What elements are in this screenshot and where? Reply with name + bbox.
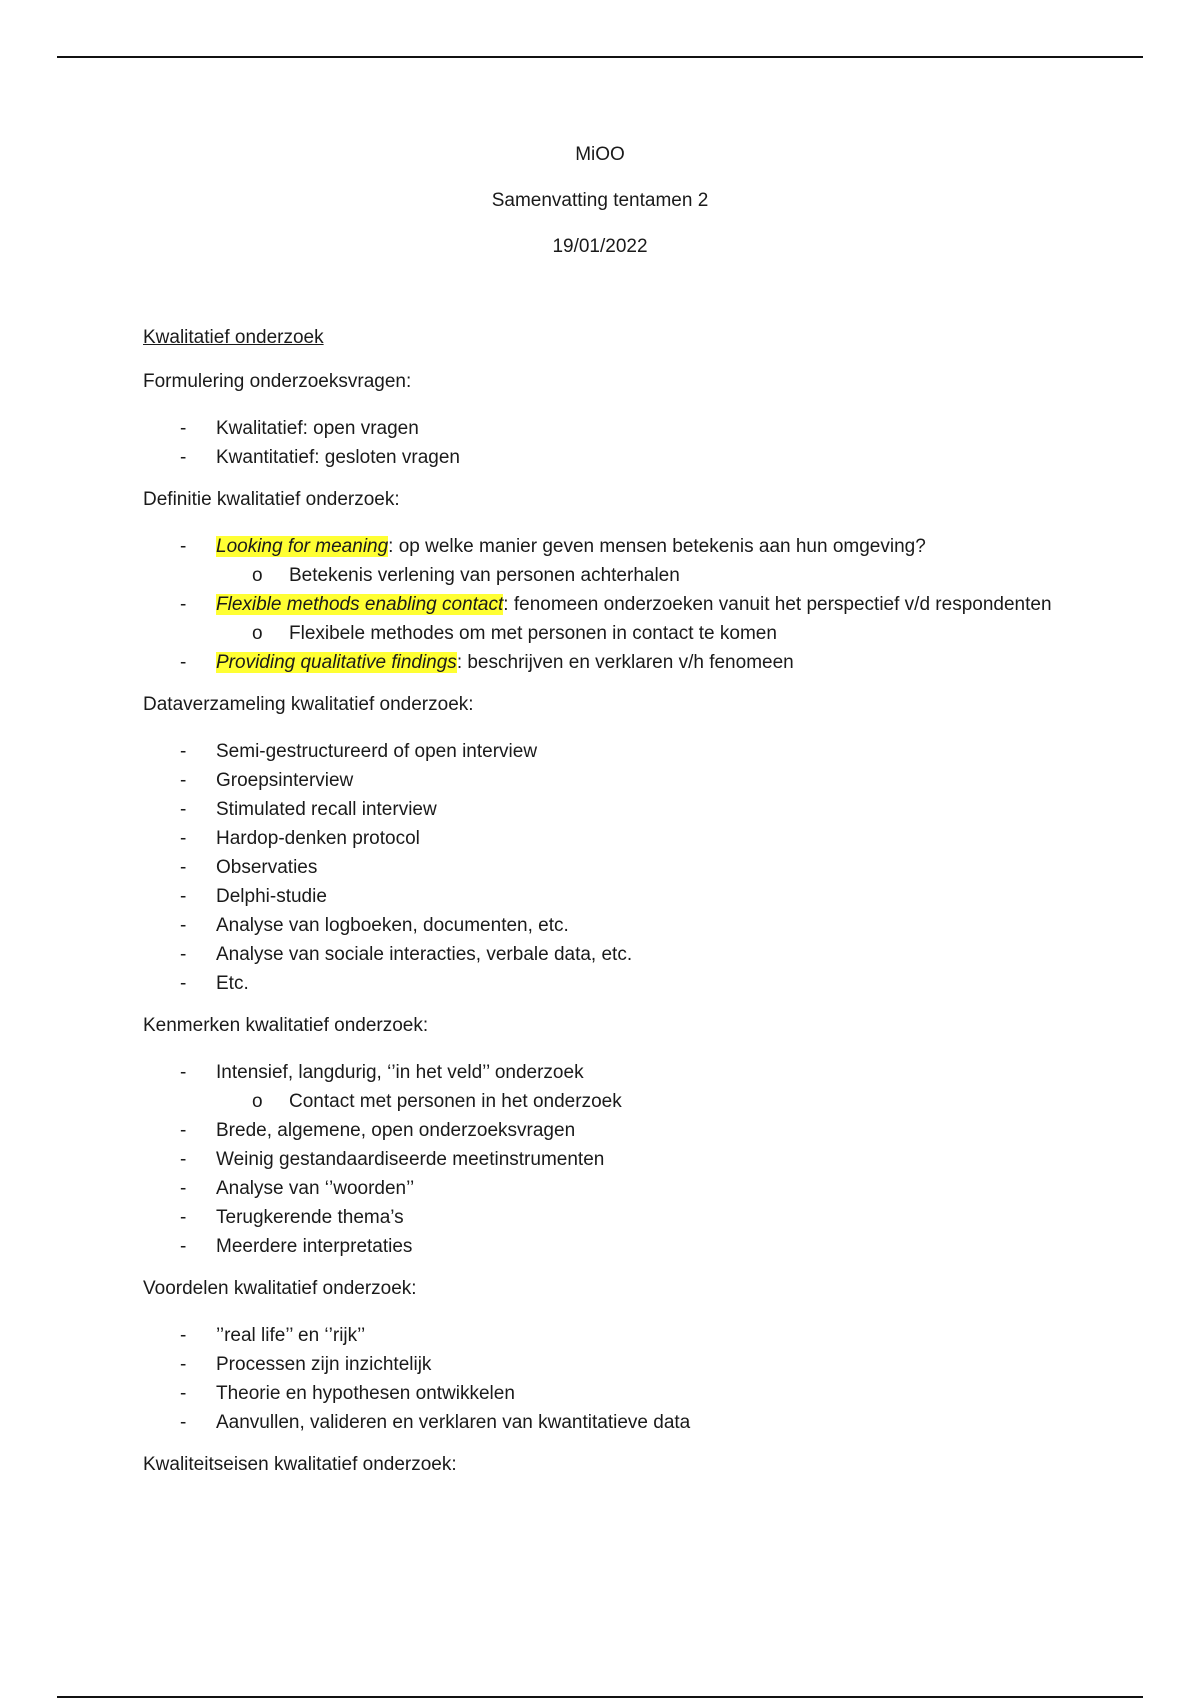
formulering-list [143,414,1103,472]
sub-list [216,561,1103,590]
dash-marker: - [180,1383,187,1404]
dash-marker: - [180,944,187,965]
dash-marker: - [180,447,187,468]
list-item: - Analyse van ‘’woorden’’ [143,1174,1103,1203]
sub-list-item: o Flexibele methodes om met personen in contact te komen [143,619,1103,648]
sub-marker: o [252,1091,263,1112]
dash-marker: - [180,1149,187,1170]
list-item: - Kwalitatief: open vragen [143,414,1103,443]
sub-list [216,1087,1103,1116]
document-body [143,326,1103,1497]
dash-marker: - [180,1325,187,1346]
list-item: - Theorie en hypothesen ontwikkelen [143,1379,1103,1408]
highlighted-term: Providing qualitative findings [216,652,457,673]
dash-marker: - [180,1120,187,1141]
list-item: - Aanvullen, valideren en verklaren van kwantitatieve data [143,1408,1103,1437]
document-date: 19/01/2022 [552,236,648,257]
list-item: - Analyse van sociale interacties, verbale data, etc. [143,940,1103,969]
list-item: - Looking for meaning: op welke manier geven mensen betekenis aan hun omgeving? o Betekenis verlening van personen achterhalen [143,532,1103,590]
list-item: - Providing qualitative findings: beschrijven en verklaren v/h fenomeen [143,648,1103,677]
list-item: - Analyse van logboeken, documenten, etc. [143,911,1103,940]
voordelen-list [143,1321,1103,1437]
dataverzameling-heading: Dataverzameling kwalitatief onderzoek: [143,694,474,715]
list-item: - Delphi-studie [143,882,1103,911]
dash-marker: - [180,1354,187,1375]
list-item: - Weinig gestandaardiseerde meetinstrumenten [143,1145,1103,1174]
sub-marker: o [252,565,263,586]
highlighted-term: Looking for meaning [216,536,389,557]
formulering-heading: Formulering onderzoeksvragen: [143,371,412,392]
list-item: - Semi-gestructureerd of open interview [143,737,1103,766]
document-title: MiOO [575,144,625,165]
dash-marker: - [180,973,187,994]
sub-marker: o [252,623,263,644]
list-item: - Intensief, langdurig, ‘’in het veld’’ onderzoek o Contact met personen in het onderzoek [143,1058,1103,1116]
top-rule [57,56,1143,58]
dash-marker: - [180,536,187,557]
dash-marker: - [180,1236,187,1257]
dash-marker: - [180,828,187,849]
definitie-heading: Definitie kwalitatief onderzoek: [143,489,400,510]
list-item: - Observaties [143,853,1103,882]
sub-list-item: o Betekenis verlening van personen achterhalen [143,561,1103,590]
kwaliteitseisen-heading: Kwaliteitseisen kwalitatief onderzoek: [143,1454,457,1475]
dash-marker: - [180,652,187,673]
kenmerken-list [143,1058,1103,1261]
dash-marker: - [180,1207,187,1228]
list-item: - Etc. [143,969,1103,998]
dash-marker: - [180,857,187,878]
dash-marker: - [180,1178,187,1199]
kenmerken-heading: Kenmerken kwalitatief onderzoek: [143,1015,429,1036]
highlighted-term: Flexible methods enabling contact [216,594,504,615]
list-item: - Terugkerende thema’s [143,1203,1103,1232]
voordelen-heading: Voordelen kwalitatief onderzoek: [143,1278,417,1299]
section-title: Kwalitatief onderzoek [143,327,324,348]
list-item: - Processen zijn inzichtelijk [143,1350,1103,1379]
document-subtitle: Samenvatting tentamen 2 [491,190,709,211]
dash-marker: - [180,886,187,907]
dash-marker: - [180,915,187,936]
list-item: - Hardop-denken protocol [143,824,1103,853]
dash-marker: - [180,1412,187,1433]
sub-list [216,619,1103,648]
list-item: - Brede, algemene, open onderzoeksvragen [143,1116,1103,1145]
dash-marker: - [180,418,187,439]
dash-marker: - [180,741,187,762]
definitie-list [143,532,1103,677]
bottom-rule [57,1696,1143,1698]
sub-list-item: o Contact met personen in het onderzoek [143,1087,1103,1116]
list-item: - Meerdere interpretaties [143,1232,1103,1261]
dash-marker: - [180,799,187,820]
dash-marker: - [180,770,187,791]
list-item: - ’’real life’’ en ‘’rijk’’ [143,1321,1103,1350]
dash-marker: - [180,594,187,615]
dash-marker: - [180,1062,187,1083]
list-item: - Stimulated recall interview [143,795,1103,824]
dataverzameling-list [143,737,1103,998]
list-item: - Flexible methods enabling contact: fenomeen onderzoeken vanuit het perspectief v/d respondenten o Flexibele methodes om met personen in contact te komen [143,590,1103,648]
list-item: - Groepsinterview [143,766,1103,795]
list-item: - Kwantitatief: gesloten vragen [143,443,1103,472]
